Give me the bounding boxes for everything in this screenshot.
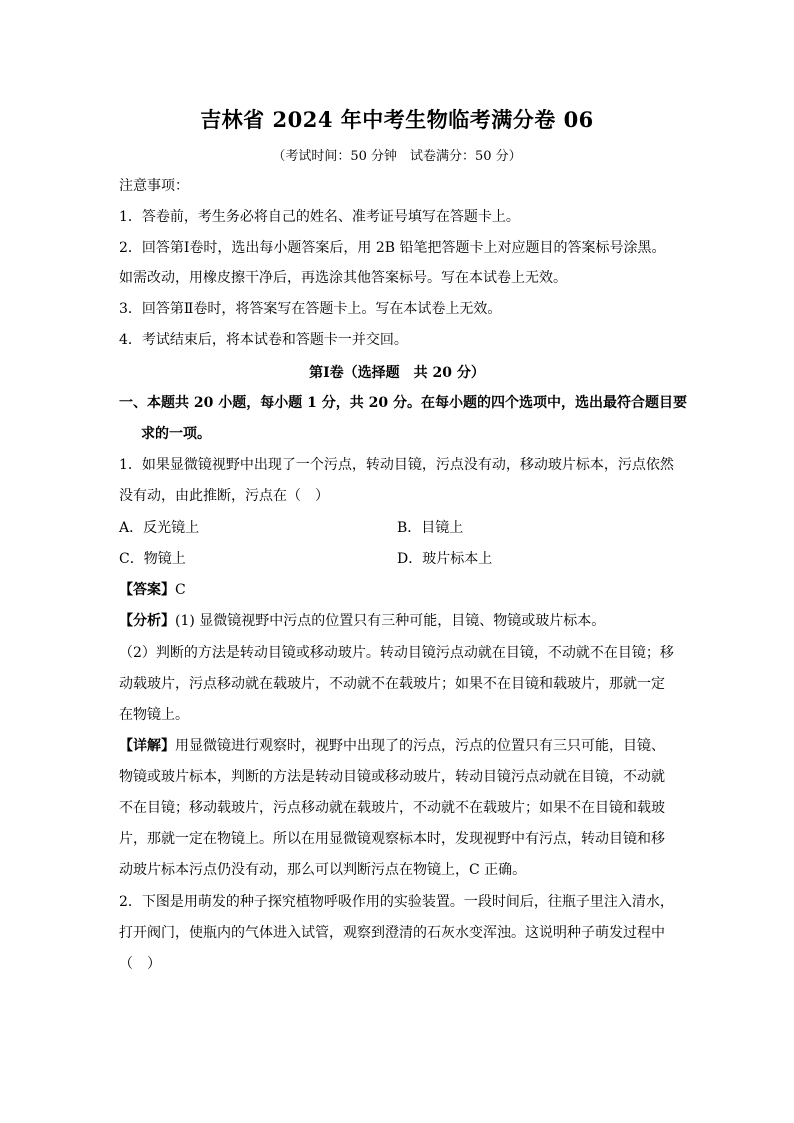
question-1-stem-cont: 没有动，由此推断，污点在（ ） bbox=[119, 488, 329, 504]
question-2-stem: 2．下图是用萌发的种子探究植物呼吸作用的实验装置。一段时间后，往瓶子里注入清水， bbox=[119, 894, 674, 910]
option-c: C．物镜上 bbox=[119, 551, 186, 567]
analysis-tag: 【分析】 bbox=[119, 613, 175, 629]
note-item: 1．答卷前，考生务必将自己的姓名、准考证号填写在答题卡上。 bbox=[119, 209, 520, 225]
answer-tag: 【答案】 bbox=[119, 582, 175, 598]
option-b: B．目镜上 bbox=[397, 520, 464, 536]
part1-instruction: 一、本题共 20 小题，每小题 1 分，共 20 分。在每小题的四个选项中，选出最符合题目要 bbox=[119, 395, 687, 411]
option-d: D．玻片标本上 bbox=[397, 551, 493, 567]
analysis-text: 在物镜上。 bbox=[119, 707, 189, 723]
note-item: 如需改动，用橡皮擦干净后，再选涂其他答案标号。写在本试卷上无效。 bbox=[119, 270, 567, 286]
exam-info: （考试时间：50 分钟 试卷满分：50 分） bbox=[272, 149, 522, 164]
analysis-text: 动载玻片，污点移动就在载玻片，不动就不在载玻片；如果不在目镜和载玻片，那就一定 bbox=[119, 676, 665, 692]
question-2-blank: （ ） bbox=[119, 956, 161, 972]
answer-line bbox=[119, 580, 186, 600]
detail-text: 不在目镜；移动载玻片，污点移动就在载玻片，不动就不在载玻片；如果不在目镜和载玻 bbox=[119, 800, 665, 816]
notes-heading: 注意事项： bbox=[119, 178, 189, 194]
question-1-stem: 1．如果显微镜视野中出现了一个污点，转动目镜，污点没有动，移动玻片标本，污点依然 bbox=[119, 457, 674, 473]
note-item: 2．回答第Ⅰ卷时，选出每小题答案后，用 2B 铅笔把答题卡上对应题目的答案标号涂黑。 bbox=[119, 240, 666, 256]
analysis-line bbox=[119, 611, 605, 631]
note-item: 3．回答第Ⅱ卷时，将答案写在答题卡上。写在本试卷上无效。 bbox=[119, 301, 502, 317]
answer-value: C bbox=[175, 582, 186, 598]
detail-text: 片，那就一定在物镜上。所以在用显微镜观察标本时，发现视野中有污点，转动目镜和移 bbox=[119, 831, 665, 847]
part1-instruction-cont: 求的一项。 bbox=[141, 426, 211, 442]
detail-tag: 【详解】 bbox=[119, 738, 175, 754]
part1-heading: 第Ⅰ卷（选择题 共 20 分） bbox=[309, 365, 485, 381]
question-2-stem-cont: 打开阀门，使瓶内的气体进入试管，观察到澄清的石灰水变浑浊。这说明种子萌发过程中 bbox=[119, 925, 665, 941]
option-a: A．反光镜上 bbox=[119, 520, 200, 536]
page-title: 吉林省 2024 年中考生物临考满分卷 06 bbox=[200, 107, 594, 132]
detail-text: 物镜或玻片标本，判断的方法是转动目镜或移动玻片，转动目镜污点动就在目镜，不动就 bbox=[119, 769, 665, 785]
detail-line bbox=[119, 736, 665, 756]
detail-text: 动玻片标本污点仍没有动，那么可以判断污点在物镜上，C 正确。 bbox=[119, 862, 527, 878]
analysis-text: (1) 显微镜视野中污点的位置只有三种可能，目镜、物镜或玻片标本。 bbox=[175, 613, 606, 629]
detail-text: 用显微镜进行观察时，视野中出现了的污点，污点的位置只有三只可能，目镜、 bbox=[175, 738, 665, 754]
analysis-text: （2）判断的方法是转动目镜或移动玻片。转动目镜污点动就在目镜，不动就不在目镜；移 bbox=[119, 645, 674, 661]
note-item: 4．考试结束后，将本试卷和答题卡一并交回。 bbox=[119, 332, 408, 348]
